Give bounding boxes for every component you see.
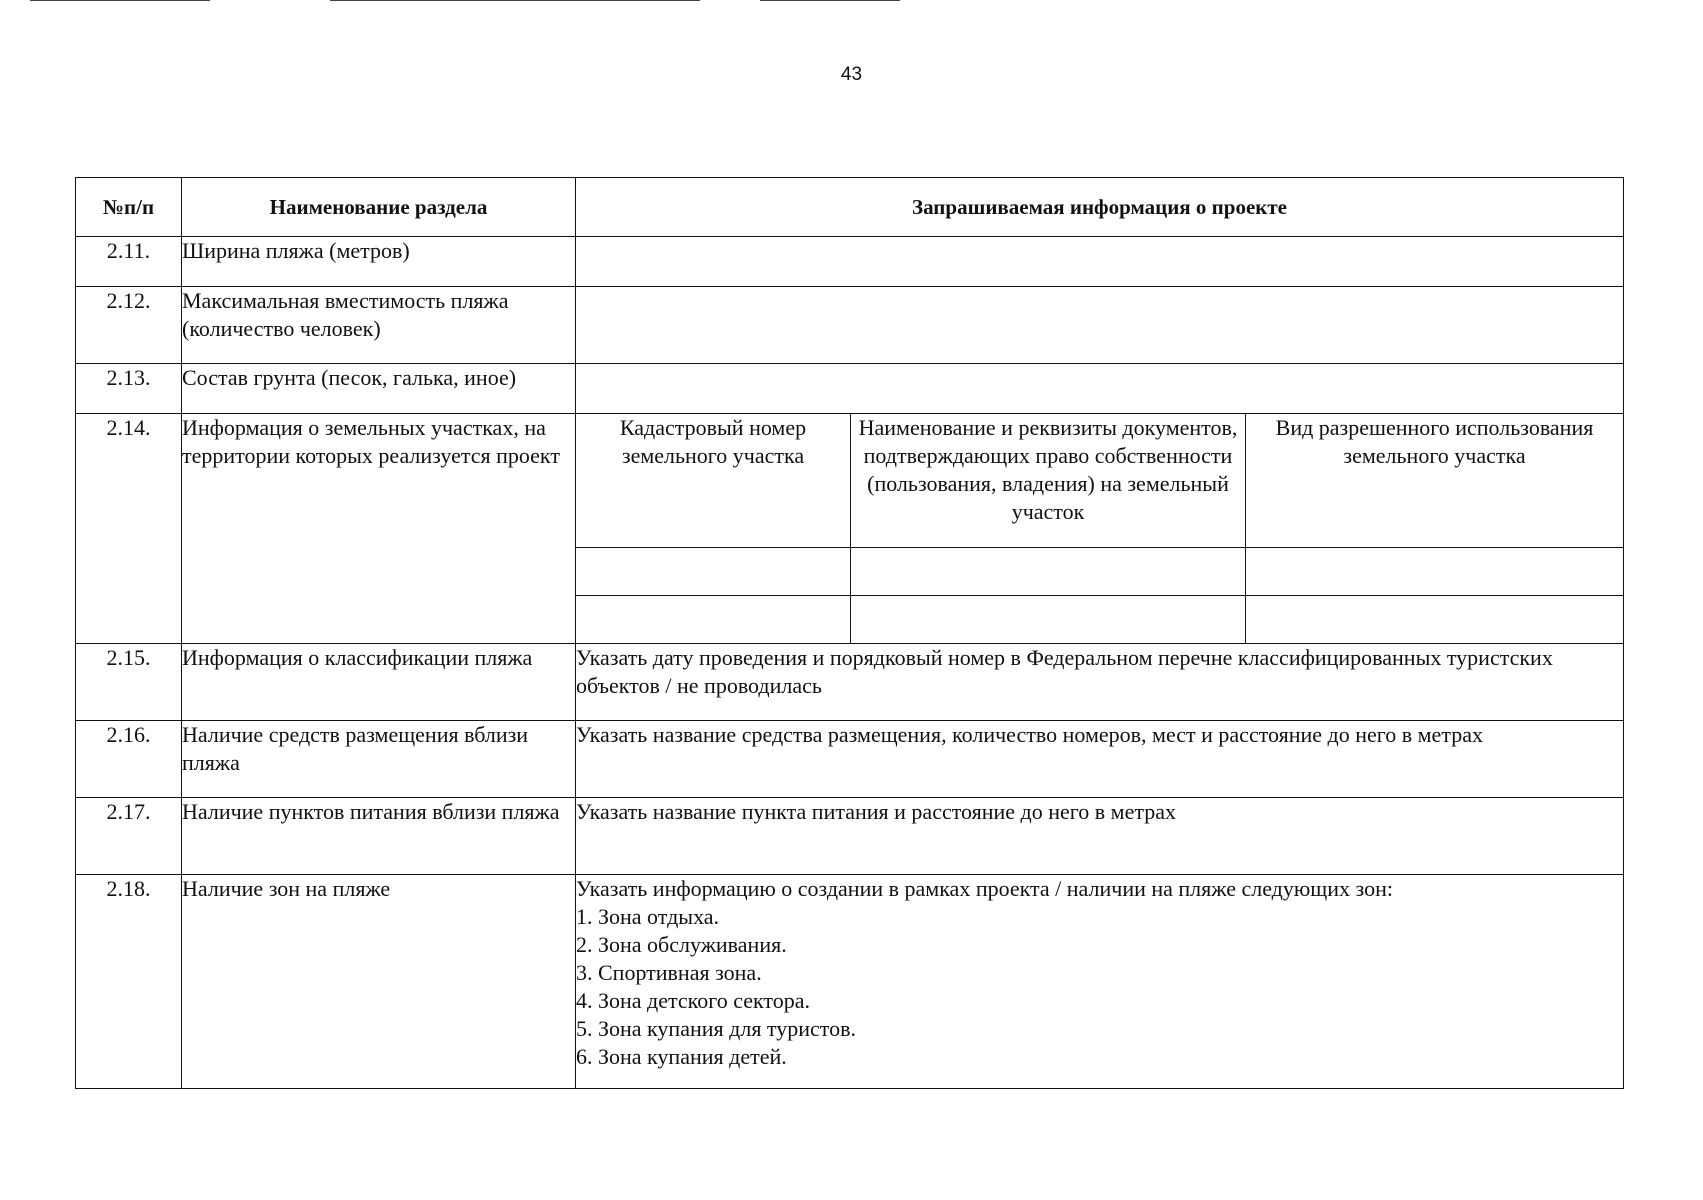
project-info-table — [75, 177, 1624, 1089]
row-info-cell: Указать название пункта питания и расстояние до него в метрах — [576, 798, 1624, 875]
empty-cell — [1246, 596, 1624, 644]
list-item: 3. Спортивная зона. — [576, 960, 762, 985]
row-number: 2.14. — [76, 414, 182, 644]
table-row — [76, 414, 1624, 548]
header-number: №п/п — [76, 178, 182, 237]
list-item: 1. Зона отдыха. — [576, 904, 720, 929]
row-number: 2.12. — [76, 287, 182, 364]
row-number: 2.13. — [76, 364, 182, 414]
row-section-name: Наличие средств размещения вблизи пляжа — [182, 721, 576, 798]
row-number: 2.11. — [76, 237, 182, 287]
empty-cell — [851, 548, 1246, 596]
table-row — [76, 287, 1624, 364]
row-section-name: Максимальная вместимость пляжа (количество человек) — [182, 287, 576, 364]
row-section-name: Наличие пунктов питания вблизи пляжа — [182, 798, 576, 875]
cadastral-number-header: Кадастровый номер земельного участка — [576, 414, 851, 548]
scan-edge-mark — [330, 0, 700, 1]
row-info-cell — [576, 287, 1624, 364]
row-number: 2.15. — [76, 644, 182, 721]
row-info-cell: Указать название средства размещения, количество номеров, мест и расстояние до него в метрах — [576, 721, 1624, 798]
row-info-cell: Указать дату проведения и порядковый номер в Федеральном перечне классифицированных туристских объектов / не проводилась — [576, 644, 1624, 721]
row-section-name: Ширина пляжа (метров) — [182, 237, 576, 287]
zone-list — [576, 903, 1623, 1071]
scan-edge-mark — [30, 0, 210, 1]
scan-edge-mark — [760, 0, 900, 1]
row-info-cell — [576, 875, 1624, 1089]
row-info-cell — [576, 364, 1624, 414]
header-section-name: Наименование раздела — [182, 178, 576, 237]
table-row — [76, 875, 1624, 1089]
empty-cell — [576, 596, 851, 644]
empty-cell — [576, 548, 851, 596]
table-row — [76, 721, 1624, 798]
table-row — [76, 237, 1624, 287]
list-item: 5. Зона купания для туристов. — [576, 1016, 857, 1041]
row-section-name: Состав грунта (песок, галька, иное) — [182, 364, 576, 414]
row-section-name: Наличие зон на пляже — [182, 875, 576, 1089]
row-number: 2.16. — [76, 721, 182, 798]
empty-cell — [851, 596, 1246, 644]
zones-intro: Указать информацию о создании в рамках проекта / наличии на пляже следующих зон: — [576, 876, 1393, 901]
row-info-cell — [576, 237, 1624, 287]
table-row — [76, 364, 1624, 414]
list-item: 2. Зона обслуживания. — [576, 932, 787, 957]
row-section-name: Информация о земельных участках, на территории которых реализуется проект — [182, 414, 576, 644]
permitted-use-header: Вид разрешенного использования земельного участка — [1246, 414, 1624, 548]
row-number: 2.18. — [76, 875, 182, 1089]
list-item: 6. Зона купания детей. — [576, 1044, 787, 1069]
row-section-name: Информация о классификации пляжа — [182, 644, 576, 721]
table-header-row — [76, 178, 1624, 237]
table-row — [76, 798, 1624, 875]
page-number: 43 — [840, 64, 863, 85]
empty-cell — [1246, 548, 1624, 596]
list-item: 4. Зона детского сектора. — [576, 988, 810, 1013]
row-number: 2.17. — [76, 798, 182, 875]
table-row — [76, 644, 1624, 721]
header-requested-info: Запрашиваемая информация о проекте — [576, 178, 1624, 237]
ownership-documents-header: Наименование и реквизиты документов, подтверждающих право собственности (пользования, владения) на земельный участок — [851, 414, 1246, 548]
